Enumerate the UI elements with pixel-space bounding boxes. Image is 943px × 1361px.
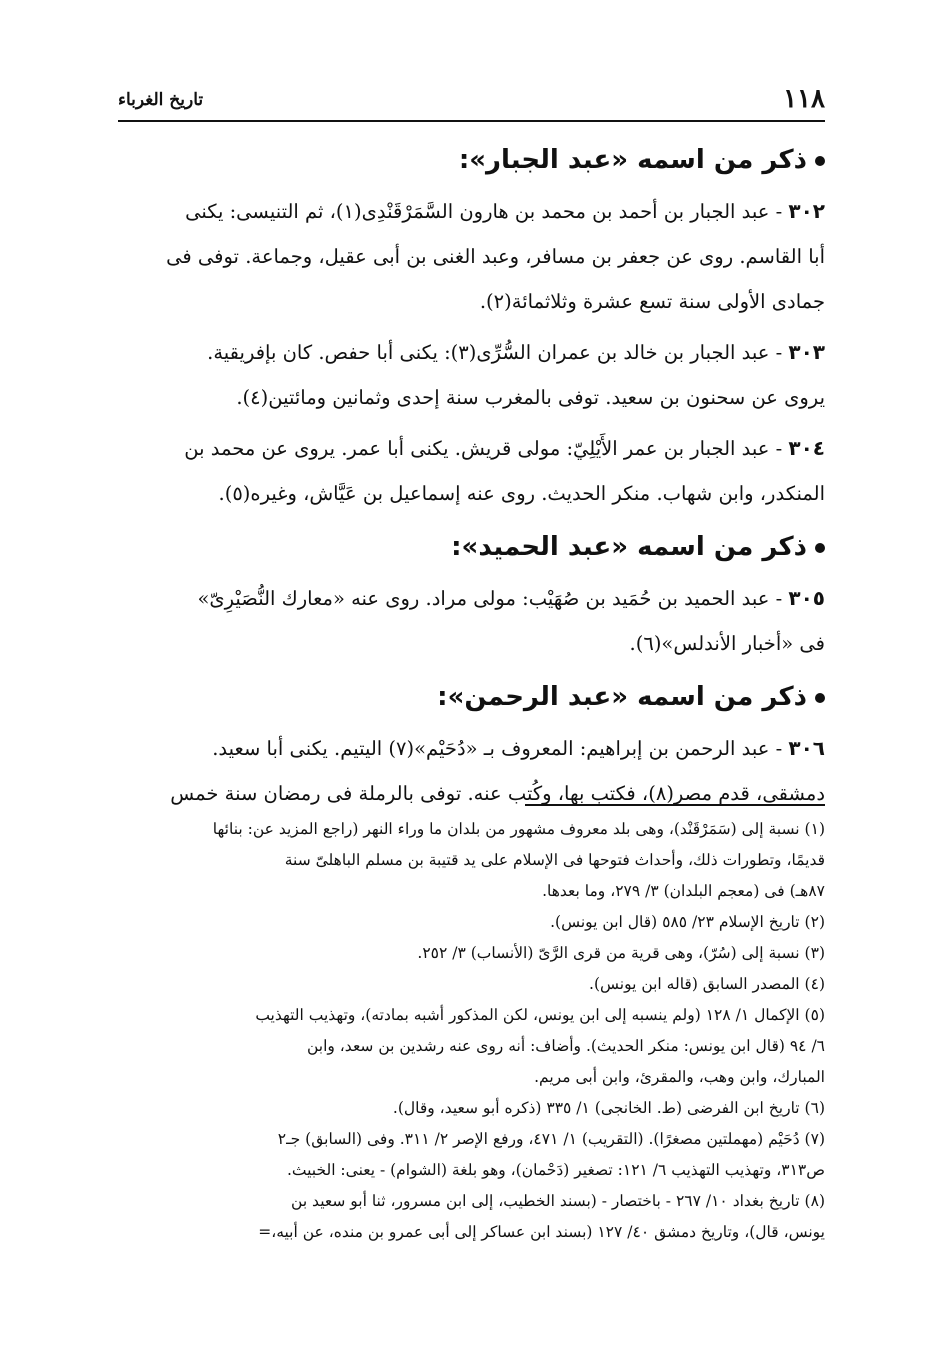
footnote-separator	[525, 804, 825, 806]
footnote-line: المبارك، وابن وهب، والمقرئ، وابن أبى مريم.	[534, 1068, 825, 1086]
footnote-line: ٨٧هـ) فى (معجم البلدان) ٣/ ٢٧٩، وما بعدها.	[542, 882, 825, 900]
bullet-icon	[815, 156, 825, 166]
footnote: (١) نسبة إلى (سَمَرْقَنْد)، وهى بلد معروف مشهور من بلدان ما وراء النهر (راجع المزيد عن: بنائها	[212, 820, 825, 838]
footnote-line: ٦/ ٩٤ (قال ابن يونس: منكر الحديث). وأضاف: أنه روى عنه رشدين بن سعد، وابن	[306, 1037, 825, 1055]
footnote-line: قديمًا، وتطورات ذلك، وأحداث فتوحها فى الإسلام على يد قتيبة بن مسلم الباهلىّ سنة	[284, 851, 825, 869]
entry-302	[118, 189, 825, 324]
section-heading: ذكر من اسمه «عبد الرحمن»:	[118, 672, 825, 722]
text-line: ٣٠٥ - عبد الحميد بن حُمَيد بن صُهَيْب: مولى مراد. روى عنه «معارك النُّصَيْرِىّ»	[197, 586, 825, 610]
entry-305	[118, 576, 825, 666]
running-header	[118, 80, 825, 118]
book-title: تاريخ الغرباء	[118, 90, 204, 110]
bullet-icon	[815, 693, 825, 703]
text-line: ٣٠٢ - عبد الجبار بن أحمد بن محمد بن هارون السَّمَرْقَنْدِى(١)، ثم التنيسى: يكنى	[185, 199, 825, 223]
footnotes	[118, 814, 825, 1248]
entry-number: ٣٠٦	[788, 736, 825, 760]
footnote-line: ص٣١٣، وتهذيب التهذيب ٦/ ١٢١: تصغير (دَحْمان)، وهو بلغة (الشوام) - يعنى: الخبيث.	[286, 1161, 825, 1179]
footnote: (٧) دُحَيْم (مهملتين مصغرًا). (التقريب) ١/ ٤٧١، ورفع الإصر ٢/ ٣١١. وفى (السابق) جـ٢	[277, 1130, 825, 1148]
entry-number: ٣٠٥	[788, 586, 825, 610]
text-line: دمشقى، قدم مصر(٨)، فكتب بها، وكُتب عنه. توفى بالرملة فى رمضان سنة خمس	[170, 782, 825, 805]
footnote: (٥) الإكمال ١/ ١٢٨ (ولم ينسبه إلى ابن يونس، لكن المذكور أشبه بمادته)، وتهذيب التهذيب	[255, 1006, 825, 1024]
entry-number: ٣٠٤	[788, 436, 825, 460]
text-line: جمادى الأولى سنة تسع عشرة وثلاثمائة(٢).	[479, 290, 825, 313]
bullet-icon	[815, 543, 825, 553]
entry-306	[118, 726, 825, 816]
entry-number: ٣٠٣	[788, 340, 825, 364]
footnote-line: يونس، قال)، وتاريخ دمشق ٤٠/ ١٢٧ (بسند ابن عساكر إلى أبى عمرو بن منده، عن أبيه،=	[258, 1223, 825, 1241]
footnote: (٢) تاريخ الإسلام ٢٣/ ٥٨٥ (قال ابن يونس).	[550, 913, 825, 931]
section-heading: ذكر من اسمه «عبد الجبار»:	[118, 135, 825, 185]
entry-number: ٣٠٢	[788, 199, 825, 223]
footnote: (٣) نسبة إلى (سُرّ)، وهى قرية من قرى الرَّىّ (الأنساب) ٣/ ٢٥٢.	[417, 944, 825, 962]
text-line: أبا القاسم. روى عن جعفر بن مسافر، وعبد الغنى بن أبى عقيل، وجماعة. توفى فى	[166, 245, 825, 268]
section-heading: ذكر من اسمه «عبد الحميد»:	[118, 522, 825, 572]
text-line: ٣٠٤ - عبد الجبار بن عمر الأَيْلِيّ: مولى قريش. يكنى أبا عمر. يروى عن محمد بن	[184, 436, 825, 460]
text-line: ٣٠٦ - عبد الرحمن بن إبراهيم: المعروف بـ «دُحَيْم»(٧) اليتيم. يكنى أبا سعيد.	[212, 736, 825, 760]
header-rule	[118, 120, 825, 122]
text-line: ٣٠٣ - عبد الجبار بن خالد بن عمران السُّرِّى(٣): يكنى أبا حفص. كان بإفريقية.	[207, 340, 825, 364]
text-line: يروى عن سحنون بن سعيد. توفى بالمغرب سنة إحدى وثمانين ومائتين(٤).	[236, 386, 825, 409]
page-number: ١١٨	[783, 84, 825, 114]
main-text	[118, 135, 825, 822]
footnote: (٨) تاريخ بغداد ١٠/ ٢٦٧ - باختصار - (بسند الخطيب، إلى ابن مسرور، ثنا أبو سعيد بن	[291, 1192, 825, 1210]
entry-304	[118, 426, 825, 516]
footnote: (٦) تاريخ ابن الفرضى (ط. الخانجى) ١/ ٣٣٥ (ذكره أبو سعيد، وقال).	[392, 1099, 825, 1117]
text-line: فى «أخبار الأندلس»(٦).	[629, 632, 825, 655]
entry-303	[118, 330, 825, 420]
text-line: المنكدر، وابن شهاب. منكر الحديث. روى عنه إسماعيل بن عَيَّاش، وغيره(٥).	[218, 482, 825, 505]
footnote: (٤) المصدر السابق (قاله ابن يونس).	[589, 975, 825, 993]
